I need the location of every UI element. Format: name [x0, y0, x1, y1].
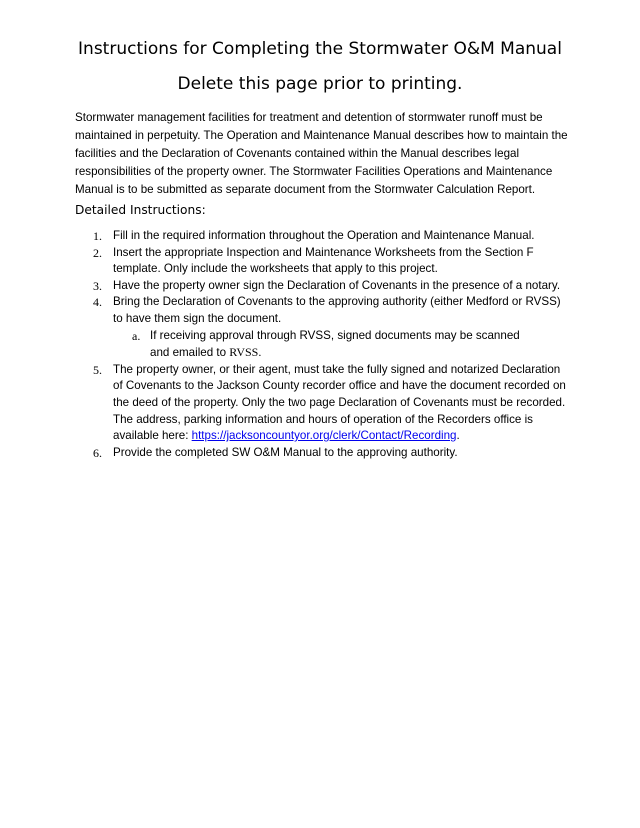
instruction-step-2: [0, 245, 567, 278]
document-title: Instructions for Completing the Stormwater O&M Manual: [78, 39, 562, 59]
step-text: Bring the Declaration of Covenants to the approving authority (either Medford or RVSS) to have them sign the document.: [113, 295, 561, 325]
instruction-step-6: [0, 445, 567, 462]
step-number: 6.: [93, 445, 102, 460]
instruction-step-1: [0, 228, 567, 245]
document-subtitle: Delete this page prior to printing.: [177, 74, 463, 94]
substep-letter: a.: [132, 328, 141, 343]
step-number: 1.: [93, 229, 102, 243]
step-number: 3.: [93, 278, 102, 293]
step-text: Provide the completed SW O&M Manual to the approving authority.: [113, 445, 458, 459]
instruction-list: [0, 228, 640, 461]
substep-text: If receiving approval through RVSS, signed documents may be scanned and emailed to: [150, 328, 520, 360]
detailed-instructions-heading: Detailed Instructions:: [75, 203, 206, 217]
instruction-step-4: [0, 294, 567, 361]
step-text-end: .: [456, 429, 460, 443]
instruction-step-3: [0, 278, 567, 295]
recording-office-link[interactable]: https://jacksoncountyor.org/clerk/Contact/Recording: [191, 429, 457, 443]
step-number: 5.: [93, 362, 102, 377]
instruction-substeps: [113, 328, 567, 362]
intro-paragraph: Stormwater management facilities for treatment and detention of stormwater runoff must be maintained in perpetuity. The Operation and Maintenance Manual describes how to maintain the facilities and the Declaration of Covenants contained within the Manual describes legal responsibilities of the property owner. The Stormwater Facilities Operations and Maintenance Manual is to be submitted as separate document from the Stormwater Calculation Report.: [75, 111, 568, 197]
step-text: Fill in the required information throughout the Operation and Maintenance Manual.: [113, 229, 535, 242]
step-number: 2.: [93, 245, 102, 260]
step-text: The property owner, or their agent, must take the fully signed and notarized Declaration of Covenants to the Jackson County recorder office and have the document recorded on the deed of the property. Only the two page Declaration of Covenants must be recorded. The address, parking information and hours of operation of the Recorders office is available here:: [113, 362, 566, 443]
instruction-substep-a: [132, 328, 540, 362]
step-text: Have the property owner sign the Declaration of Covenants in the presence of a notary.: [113, 278, 561, 292]
step-text: Insert the appropriate Inspection and Maintenance Worksheets from the Section F template. Only include the worksheets that apply to this project.: [113, 245, 534, 276]
instruction-step-5: [0, 362, 567, 445]
step-number: 4.: [93, 295, 102, 310]
substep-text-rvss: RVSS.: [229, 345, 262, 360]
